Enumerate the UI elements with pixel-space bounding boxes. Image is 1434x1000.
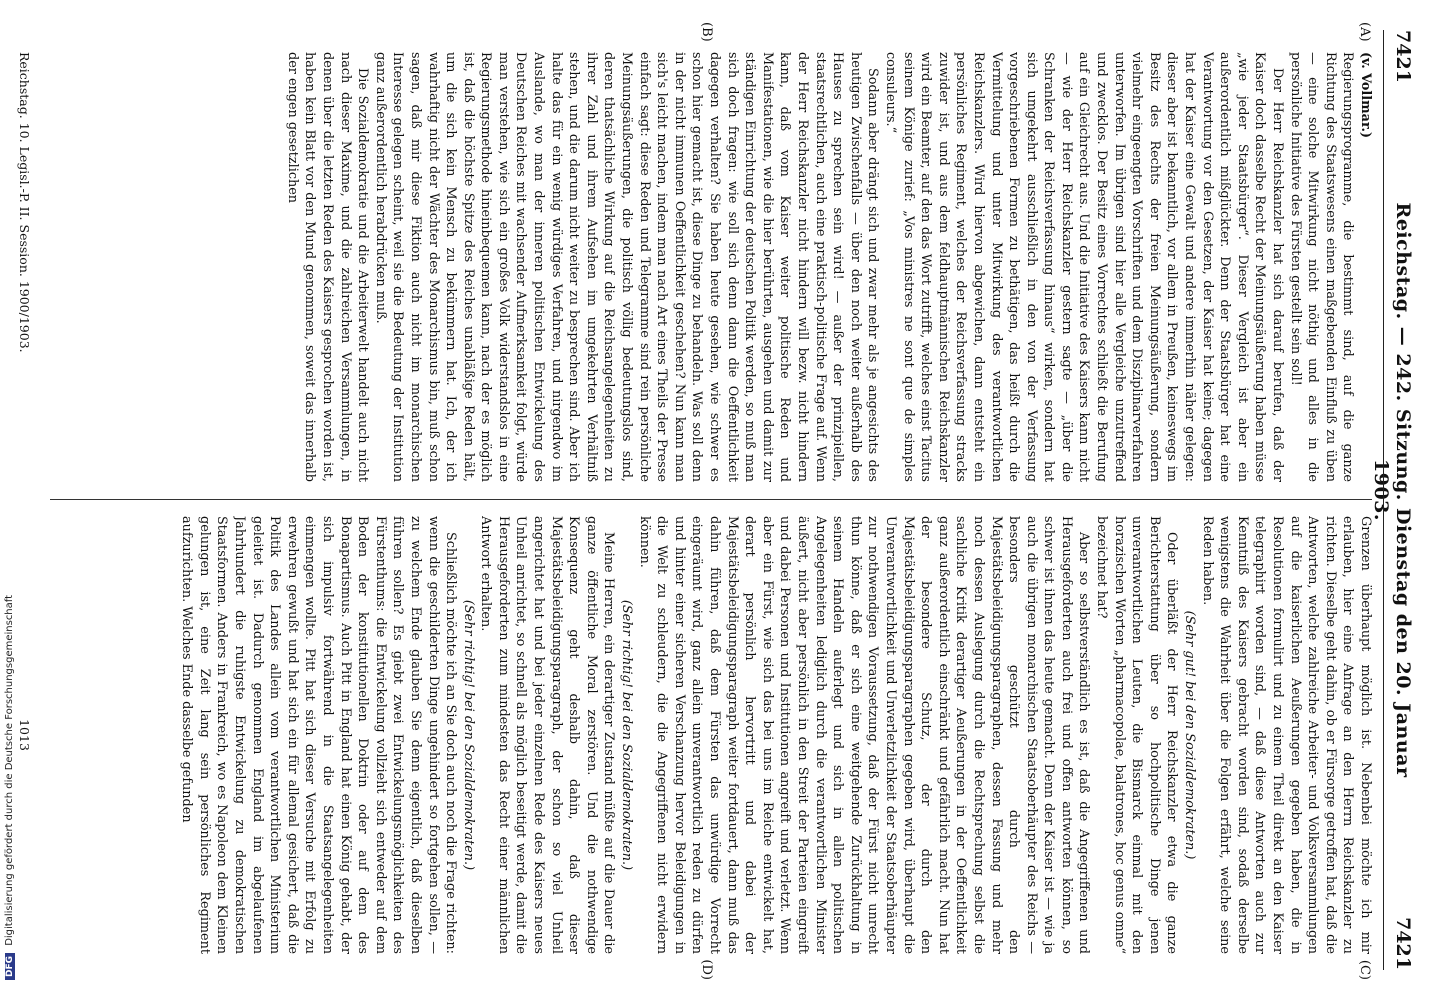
- margin-mark-c: (C): [1357, 959, 1372, 980]
- page-header: [1370, 30, 1416, 970]
- interjection: (Sehr richtig! bei den Sozialdemokraten.): [460, 599, 476, 871]
- column-divider: [50, 499, 1372, 500]
- paragraph: Oder überläßt der Herr Reichskanzler etwa die ganze Berichterstattung über so hochpolitische Dinge jenen unverantwortlichen Leuten, die Bismarck einmal mit den horazischen Worten „pharmacopolae, balatrones, hoc genus omne“ bezeichnet hat?: [1094, 516, 1180, 954]
- paragraph: Aber so selbstverständlich es ist, daß die Angegriffenen und Herausgeforderten auch frei und offen antworten können, so schwer ist ihnen das heute gemacht. Denn der Kaiser ist — wie ja auch die übrigen monarchischen Staatsoberhäupter des Reichs — besonders geschützt durch den Majestätsbeleidigungsparagraphen, dessen Fassung und mehr noch dessen Auslegung durch die Rechtsprechung selbst die sachliche Kritik derartiger Aeußerungen in der Oeffentlichkeit ganz außerordentlich einschränkt und gefährlich macht. Nun hat der besondere Schutz, der durch den Majestätsbeleidigungsparagraphen gegeben wird, überhaupt die Unverantwortlichkeit und Unverletzlichkeit der Staatsoberhäupter zur nothwendigen Voraussetzung, daß der Fürst nicht unrecht thun könne, daß er sich eine weitgehende Zurückhaltung in seinem Handeln auferlegt und sich in allen politischen Angelegenheiten lediglich durch die verantwortlichen Minister äußert, nicht aber persönlich in den Streit der Parteien eingreift und dabei Personen und Institutionen angreift und verletzt. Wenn aber ein Fürst, wie sich das bei uns im Reiche entwickelt hat, derart persönlich hervortritt und dabei der Majestätsbeleidigungsparagraph weiter fortdauert, dann muß das dahin führen, daß dem Fürsten das unwürdige Vorrecht eingeräumt wird, ganz allein unverantwortlich reden zu dürfen und hinter einer sicheren Verschanzung hervor Beleidigungen in die Welt zu schleudern, die die Angegriffenen nicht erwidern können.: [636, 516, 1092, 954]
- speaker-label: (v. Vollmar.): [1358, 52, 1373, 139]
- paragraph: Die Sozialdemokratie und die Arbeiterwelt handelt auch nicht nach dieser Maxime, und die zahlreichen Versammlungen, in denen über die letzten Reden des Kaisers gesprochen worden ist, haben kein Blatt vor den Mund genommen, soweit das innerhalb der engen gesetzlichen: [284, 52, 371, 482]
- dfg-logo: DFG: [5, 953, 15, 980]
- paragraph: Sodann aber drängt sich und zwar mehr als je angesichts des heutigen Zwischenfalls — über den noch weiter außerhalb des Hauses zu sprechen sein wird! — außer der prinzipiellen, staatsrechtlichen, auch eine praktisch-politische Frage auf. Wenn der Herr Reichskanzler nicht hindern will bezw. nicht hindern kann, daß vom Kaiser weiter politische Reden und Manifestationen, wie die hier berührten, ausgehen und damit zur ständigen Einrichtung der deutschen Politik werden, so muß man sich doch fragen: wie soll sich denn dann die Oeffentlichkeit dagegen verhalten? Sie haben heute gesehen, wie schwer es schon hier gemacht ist, diese Dinge zu behandeln. Was soll denn in der nicht immunen Oeffentlichkeit geschehen? Nun kann man sich's leicht machen, indem man nach Art eines Theils der Presse einfach sagt: diese Reden und Telegramme sind rein persönliche Meinungsäußerungen, die politisch völlig bedeutungslos sind, deren thatsächliche Wirkung auf die Reichsangelegenheiten zu ihrer Zahl und ihrem Aufsehen im umgekehrten Verhältniß stehen, und die darum nicht weiter zu besprechen sind. Aber ich halte das für ein wenig würdiges Verfahren, und nirgendwo im Auslande, wo man der inneren politischen Entwickelung des Deutschen Reiches mit wachsender Aufmerksamkeit folgt, würde man verstehen, wie sich ein großes Volk widerstandslos in eine Regierungsmethode hineinbequemen kann, nach der es möglich ist, daß die höchste Spitze des Reiches unabläßige Reden hält, um die sich kein Mensch zu bekümmern hat. Ich, der ich wahrhaftig nicht der Wächter des Monarchismus bin, muß schon sagen, daß mir diese Fiktion auch nicht im monarchischen Interesse gelegen scheint, weil sie die Bedeutung der Institution ganz außerordentlich herabdrücken muß.: [372, 52, 881, 482]
- margin-mark-d: (D): [699, 959, 714, 980]
- paragraph: Grenzen überhaupt möglich ist. Nebenbei möchte ich mir erlauben, hier eine Anfrage an den Herrn Reichskanzler zu richten. Dieselbe geht dahin, ob er Fürsorge getroffen hat, daß die Antworten, welche zahlreiche Arbeiter- und Volksversammlungen auf die kaiserlichen Aeußerungen gegeben haben, die in Resolutionen formulirt und zu einem Theil direkt an den Kaiser telegraphirt worden sind, — daß diese Antworten auch zur Kenntniß des Kaisers gebracht worden sind, sodaß derselbe wenigstens die Wahrheit über die Folgen erfährt, welche seine Reden haben.: [1199, 516, 1373, 954]
- header-page-number-left: 7421: [1392, 30, 1414, 83]
- margin-mark-b: (B): [699, 22, 714, 42]
- right-column: [40, 516, 1374, 954]
- credit-text: Digitalisierung gefördert durch die Deutsche Forschungsgemeinschaft: [4, 594, 15, 946]
- header-page-number-right: 7421: [1392, 917, 1414, 970]
- left-column: [40, 52, 1374, 482]
- interjection: (Sehr richtig! bei den Sozialdemokraten.): [619, 599, 635, 871]
- digitization-credit: [4, 595, 15, 980]
- interjection: (Sehr gut! bei den Sozialdemokraten.): [1182, 610, 1198, 860]
- header-title: Reichstag. — 242. Sitzung. Dienstag den 20. Januar 1903.: [1370, 202, 1414, 778]
- paragraph: Der Herr Reichskanzler hat sich darauf berufen, daß der Kaiser doch dasselbe Recht der Meinungsäußerung haben müsse „wie jeder Staatsbürger“. Dieser Vergleich ist aber ein außerordentlich mißglückter. Denn der Staatsbürger hat eine Verantwortung vor den Gesetzen, der Kaiser hat keine; dagegen hat der Kaiser eine Gewalt und andere immerhin näher gelegen: dieser aber ist bekanntlich, vor allem in Preußen, keineswegs im Besitz des Rechts der freien Meinungsäußerung, sondern vielmehr eingeengten Vorschriften und dem Disziplinarverfahren unterworfen. Im übrigen sind hier alle Vergleiche unzutreffend und zwecklos. Der Besitz eines Vorrechtes schließt die Berufung auf ein Gleichrecht aus. Und die Initiative des Kaisers kann nicht — wie der Herr Reichskanzler gestern sagte — „über die Schranken der Reichsverfassung hinaus“ wirken, sondern hat sich umgekehrt ausschließlich in den von der Verfassung vorgeschriebenen Formen zu bethätigen, das heißt durch die Vermittelung und unter Mitwirkung des verantwortlichen Reichskanzlers. Wird hiervon abgewichen, dann entsteht ein persönliches Regiment, welches der Reichsverfassung stracks zuwider ist, und aus dem feldhauptmännischen Reichskanzler wird ein Beamter, auf den das Wort zutrifft, welches einst Tacitus seinem Könige zurief: „Vos ministres ne sont que de simples consuleurs.“: [882, 52, 1286, 482]
- margin-mark-a: (A): [1357, 22, 1372, 42]
- footer-citation: Reichstag. 10. Legisl.-P. II. Session. 1900/1903.: [17, 52, 32, 353]
- paragraph: Meine Herren, ein derartiger Zustand müßte auf die Dauer die ganze öffentliche Moral zerstören. Und die nothwendige Konsequenz geht deshalb dahin, daß dieser Majestätsbeleidigungsparagraph, der schon so viel Unheil angerichtet hat und bei jeder einzelnen Rede des Kaisers neues Unheil anrichtet, so schnell als möglich beseitigt werde, damit die Herausgeforderten zum mindesten das Recht einer männlichen Antwort erhalten.: [478, 516, 617, 954]
- header-rule: [1383, 30, 1384, 970]
- paragraph: Schließlich möchte ich an Sie doch auch noch die Frage richten: wenn die geschilderten Dinge ungehindert so fortgehen sollen, — zu welchem Ende glauben Sie denn eigentlich, daß dieselben führen sollen? Es giebt zwei Entwickelungsmöglichkeiten des Fürstenthums: die Entwickelung vollzieht sich entweder auf dem Boden der konstitutionellen Doktrin oder auf dem des Bonapartismus. Auch Pitt in England hat einen König gehabt, der sich impulsiv fortwährend in die Staatsangelegenheiten einmengen wollte. Pitt hat sich dieser Versuche mit Erfolg zu erwehren gewußt und hat sich ein für allemal gesichert, daß die Politik des Landes allein vom verantwortlichen Ministerium geleitet ist. Dadurch genommen England im abgelaufenen Jahrhundert die ruhigste Entwickelung zu demokratischen Staatsformen. Anders in Frankreich, wo es Napoleon dem Kleinen gelungen ist, eine Zeit lang sein persönliches Regiment aufzurichten. Welches Ende dasselbe gefunden: [179, 516, 459, 954]
- paragraph: Regierungsprogramme, die bestimmt sind, auf die ganze Richtung des Staatswesens einen maßgebenden Einfluß zu üben — eine solche Mitwirkung nicht nöthig und alles in die persönliche Initiative des Fürsten gestellt sein soll!: [1287, 52, 1356, 482]
- footer-page-number: 1013: [17, 719, 32, 751]
